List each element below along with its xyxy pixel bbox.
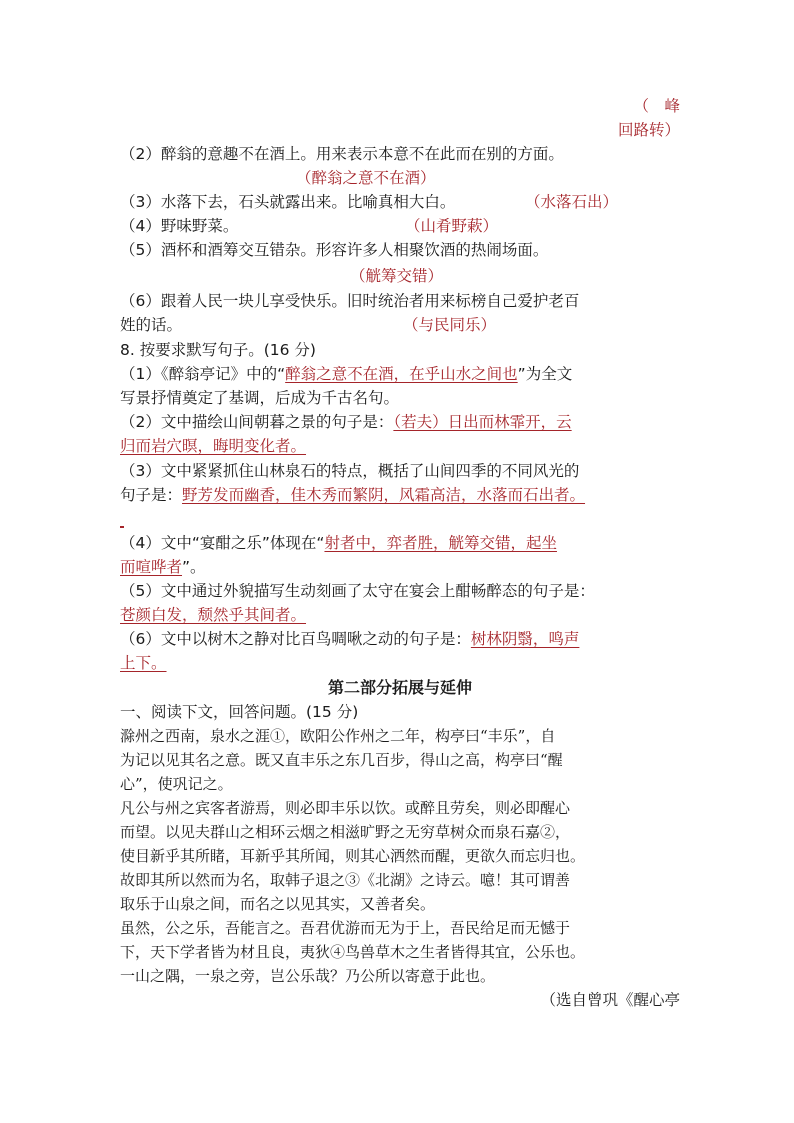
idiom-answer-6: （与民同乐） [403,316,497,334]
q8-item-2-answer-cont: 归而岩穴暝，晦明变化者。 [120,437,307,455]
idiom-item-5 [120,238,548,262]
idiom-item-6 [120,289,579,313]
prompt-text: （6）文中以树木之静对比百鸟啁啾之动的句子是： [120,630,471,648]
item-number: （6） [120,292,161,310]
underline-marker [120,526,124,528]
item-number: （4） [120,217,161,235]
idiom-item-6-cont: 姓的话。 [120,316,183,334]
passage-line: 凡公与州之宾客者游焉，则必即丰乐以饮。或醉且劳矣，则必即醒心 [120,799,571,817]
passage-line: 使目新乎其所睹，耳新乎其所闻，则其心洒然而醒，更欲久而忘归也。 [120,847,586,865]
idiom-item-4 [120,214,238,238]
answer-fragment-end: 回路转） [617,121,680,139]
passage-line: 虽然，公之乐，吾能言之。吾君优游而无为于上，吾民给足而无憾于 [120,919,571,937]
idiom-definition: 醉翁的意趣不在酒上。用来表示本意不在此而在别的方面。 [160,145,564,163]
prompt-text: ”为全文 [517,365,573,383]
passage-line: 取乐于山泉之间，而名之以见其实，又善者矣。 [120,895,436,913]
idiom-answer-4: （山肴野蔌） [405,217,499,235]
reading-heading: 一、阅读下文，回答问题。(15 分) [120,703,359,721]
q8-item-1 [120,362,572,386]
answer-text: 树林阴翳，鸣声 [470,630,580,648]
prompt-text: （2）文中描绘山间朝暮之景的句子是： [120,413,394,431]
question-8-heading: 8. 按要求默写句子。(16 分) [120,341,316,359]
answer-text: 野芳发而幽香，佳木秀而繁阴，风霜高洁，水落而石出者。 [182,486,586,504]
item-number: （3） [120,193,161,211]
passage-source: （选自曾巩《醒心亭 [540,991,680,1009]
answer-text: 醉翁之意不在酒，在乎山水之间也 [285,365,518,383]
q8-item-4-cont [120,555,206,579]
idiom-answer-3: （水落石出） [525,193,619,211]
idiom-definition: 跟着人民一块儿享受快乐。旧时统治者用来标榜自己爱护老百 [160,292,580,310]
prompt-text: ”。 [182,558,206,576]
q8-item-2 [120,410,572,434]
answer-text: 而喧哗者 [120,558,183,576]
passage-line: 滁州之西南，泉水之涯①，欧阳公作州之二年，构亭曰“丰乐”，自 [120,727,556,745]
prompt-text: （4）文中“宴酣之乐”体现在“ [120,534,325,552]
passage-line: 为记以见其名之意。既又直丰乐之东几百步，得山之高，构亭曰“醒 [120,751,563,769]
idiom-item-3 [120,190,455,214]
item-number: （2） [120,145,161,163]
passage-line: 心”，使巩记之。 [120,775,233,793]
answer-text: 射者中，弈者胜，觥筹交错，起坐 [324,534,557,552]
q8-item-5-answer: 苍颜白发，颓然乎其间者。 [120,606,307,624]
prompt-text: 句子是： [120,486,183,504]
passage-line: 而望。以见夫群山之相环云烟之相滋旷野之无穷草树众而泉石嘉②， [120,823,571,841]
section-title: 第二部分拓展与延伸 [327,678,472,697]
q8-item-3: （3）文中紧紧抓住山林泉石的特点，概括了山间四季的不同风光的 [120,462,580,480]
q8-item-1-cont: 写景抒情奠定了基调，后成为千古名句。 [120,389,400,407]
passage-line: 下，天下学者皆为材且良，夷狄④鸟兽草木之生者皆得其宜，公乐也。 [120,943,586,961]
idiom-definition: 野味野菜。 [160,217,239,235]
q8-item-3-cont [120,483,585,507]
idiom-definition: 水落下去，石头就露出来。比喻真相大白。 [160,193,456,211]
q8-item-6-answer-cont: 上下。 [120,654,167,672]
prompt-text: （1）《醉翁亭记》中的“ [120,365,286,383]
idiom-answer-5: （觥筹交错） [350,267,444,285]
q8-item-6 [120,627,579,651]
q8-item-5: （5）文中通过外貌描写生动刻画了太守在宴会上酣畅醉态的句子是： [120,582,595,600]
item-number: （5） [120,241,161,259]
answer-text: （若夫）日出而林霏开，云 [393,413,572,431]
idiom-item-2 [120,142,564,166]
passage-line: 一山之隅，一泉之旁，岂公乐哉？乃公所以寄意于此也。 [120,967,496,985]
idiom-definition: 酒杯和酒筹交互错杂。形容许多人相聚饮酒的热闹场面。 [160,241,549,259]
q8-item-4 [120,531,557,555]
passage-line: 故即其所以然而为名，取韩子退之③《北湖》之诗云。噫！其可谓善 [120,871,571,889]
answer-fragment-top: （ 峰 [633,97,680,115]
idiom-answer-2: （醉翁之意不在酒） [296,169,436,187]
